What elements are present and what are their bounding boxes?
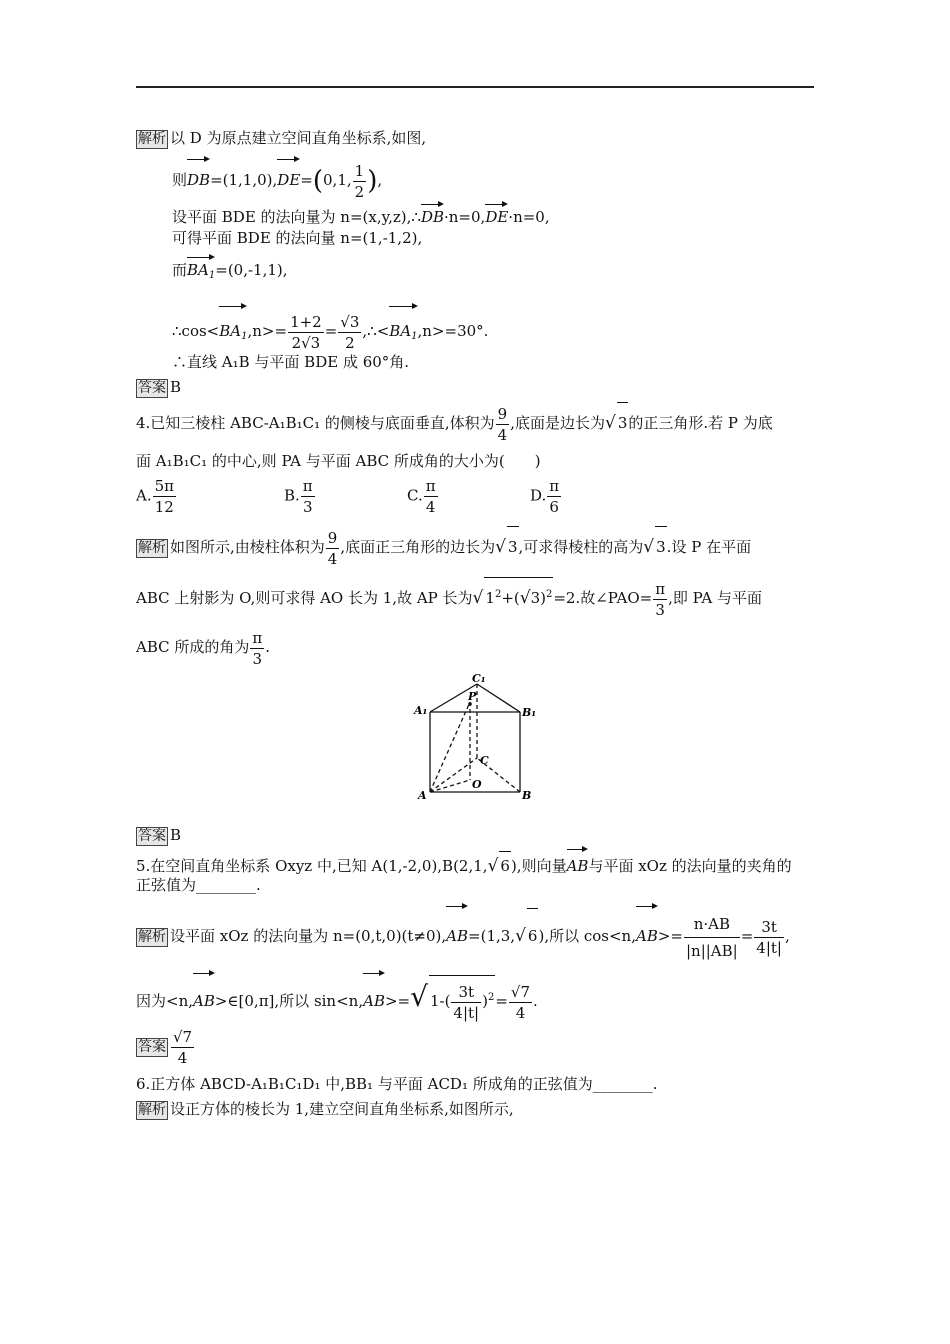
- vector-ab: AB: [567, 846, 589, 880]
- q3-sol-line7: ∴直线 A₁B 与平面 BDE 成 60°角.: [172, 353, 410, 371]
- q4-option-b: B. $\frac{\pi}{3}$: [284, 477, 313, 516]
- vector-de: DE: [277, 156, 300, 198]
- q4-sol-line3: ABC 所成的角为 $\frac{\pi}{3}$ .: [136, 628, 271, 668]
- q3-sol-line5: 而$BA_1=(0,-1,1)$,: [172, 254, 288, 280]
- label-a: A: [418, 789, 427, 802]
- q4-answer: 答案 B: [138, 826, 182, 844]
- vector-ba1: $BA_1$: [187, 254, 215, 280]
- q4-stem-line1: 4.已知三棱柱 ABC-A₁B₁C₁ 的侧棱与底面垂直,体积为 $\frac{9}{4}$ ,底面是边长为√ 3的正三角形.若 P 为底: [136, 402, 773, 442]
- answer-tag: 答案: [138, 380, 166, 396]
- q3-sol-line4: 可得平面 BDE 的法向量 n=(1,-1,2),: [172, 229, 423, 247]
- q3-answer: 答案 B: [138, 378, 182, 396]
- q6-stem: 6.正方体 ABCD-A₁B₁C₁D₁ 中,BB₁ 与平面 ACD₁ 所成角的正弦值为________.: [136, 1075, 658, 1093]
- q4-option-d: D. $\frac{\pi}{6}$: [530, 477, 560, 516]
- q3-sol-line2: 则DB=(1,1,0),DE=(0,1, $\frac{1}{2}$ ),: [172, 156, 382, 192]
- q4-option-a: A. $\frac{5\pi}{12}$: [136, 477, 175, 516]
- label-c: C: [480, 754, 489, 767]
- prism-figure: [410, 668, 540, 808]
- q4-stem-line2: 面 A₁B₁C₁ 的中心,则 PA 与平面 ABC 所成角的大小为( ): [136, 452, 541, 470]
- q4-option-c: C. $\frac{\pi}{4}$: [407, 477, 436, 516]
- q5-answer: 答案 $\frac{√7}{4}$: [138, 1027, 193, 1067]
- q6-sol: 解析 设正方体的棱长为 1,建立空间直角坐标系,如图所示,: [138, 1100, 514, 1118]
- q3-sol-line1: 解析 以 D 为原点建立空间直角坐标系,如图,: [138, 129, 427, 147]
- analysis-tag: 解析: [138, 131, 166, 147]
- label-c1: C₁: [472, 672, 486, 685]
- q5-sol-line2: 因为<n,AB>∈[0,π],所以 sin<n,AB>=√ 1-( $\frac{3t}{4|t|}$ )$^2$= $\frac{√7}{4}$ .: [136, 970, 538, 1020]
- q4-sol-line1: 解析 如图所示,由棱柱体积为 $\frac{9}{4}$ ,底面正三角形的边长为√ 3,可求得棱柱的高为√ 3.设 P 在平面: [136, 526, 751, 566]
- label-b1: B₁: [522, 706, 537, 719]
- label-b: B: [522, 789, 532, 802]
- q5-stem-line2: 正弦值为________.: [136, 876, 261, 894]
- q3-sol-line3: 设平面 BDE 的法向量为 n=(x,y,z),∴DB·n=0,DE·n=0,: [172, 201, 550, 227]
- label-a1: A₁: [414, 704, 428, 717]
- q5-sol-line1: 解析 设平面 xOz 的法向量为 n=(0,t,0)(t≠0),AB=(1,3,√ 6),所以 cos<n,AB>= $\frac{n\cdot AB}{|n||AB|}$ = $\frac{3t}{4|t|}$ ,: [136, 903, 790, 957]
- vector-db: DB: [187, 156, 210, 198]
- label-o: O: [472, 778, 482, 791]
- top-rule: [136, 86, 814, 88]
- label-p: P: [468, 690, 477, 703]
- q3-sol-line6: $\therefore\cos<BA_1,n>=$ $\frac{1+2}{2√3}$ = $\frac{√3}{2}$ $,\therefore<BA_1,n>=30^\circ$.: [172, 303, 488, 347]
- q5-stem-line1: 5.在空间直角坐标系 Oxyz 中,已知 A(1,-2,0),B(2,1,√ 6),则向量AB与平面 xOz 的法向量的夹角的: [136, 846, 792, 874]
- q4-sol-line2: ABC 上射影为 O,则可求得 AO 长为 1,故 AP 长为√ $1^2+(√3)^2=2$.故∠PAO= $\frac{\pi}{3}$ ,即 PA 与平面: [136, 577, 762, 617]
